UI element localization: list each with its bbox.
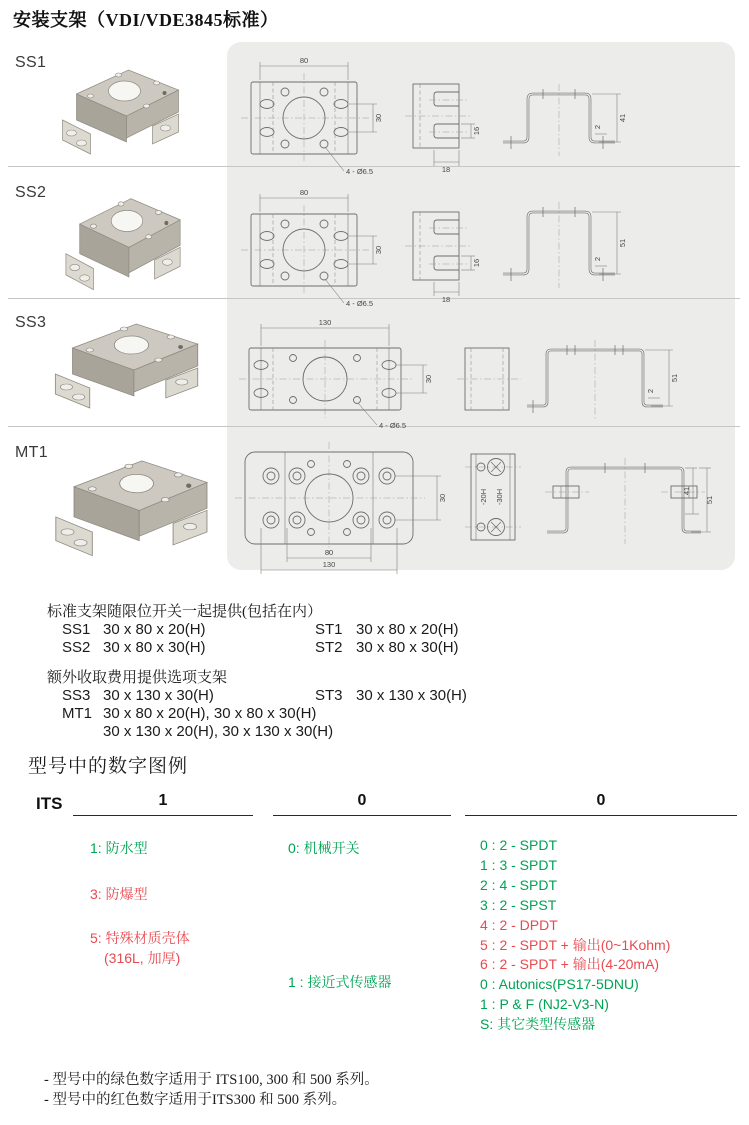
size-row xyxy=(315,621,459,638)
legend-underline xyxy=(273,815,451,816)
ss1-dim-holes: 4 - Ø6.5 xyxy=(346,167,374,176)
ss2-dim-holespan: 30 xyxy=(374,245,383,255)
row-divider xyxy=(8,426,740,427)
size-row xyxy=(62,705,316,722)
ss2-dim-holes: 4 - Ø6.5 xyxy=(346,299,374,308)
legend-item: 2 : 4 - SPDT xyxy=(480,876,558,893)
legend-item: 1: 防水型 xyxy=(90,840,148,856)
mt1-drawing xyxy=(227,428,735,570)
mt1-bracket-photo xyxy=(48,448,220,560)
mt1-dim-heightinner: 41 xyxy=(682,486,691,496)
mt1-tag-30h: -30H xyxy=(495,488,504,506)
row-label-ss1: SS1 xyxy=(15,54,47,71)
row-label-ss3: SS3 xyxy=(15,314,47,331)
model-size: 30 x 80 x 20(H) xyxy=(103,621,206,638)
size-row xyxy=(62,687,214,704)
model-code: SS3 xyxy=(62,687,91,704)
note-green-series: - 型号中的绿色数字适用于 ITS100, 300 和 500 系列。 xyxy=(44,1072,379,1088)
legend-item: 5 : 2 - SPDT + 输出(0~1Kohm) xyxy=(480,936,671,953)
ss2-dim-thickness: 2 xyxy=(593,256,602,262)
legend-item: 4 : 2 - DPDT xyxy=(480,916,558,933)
legend-item: 0 : Autonics(PS17-5DNU) xyxy=(480,976,639,993)
model-size: 30 x 80 x 20(H), 30 x 80 x 30(H) xyxy=(103,705,317,722)
optional-heading: 额外收取费用提供选项支架 xyxy=(47,670,228,686)
ss1-bracket-photo xyxy=(55,58,190,162)
size-row xyxy=(315,687,467,704)
ss1-dim-sidewidth: 18 xyxy=(441,165,451,174)
legend-digit-3: 0 xyxy=(596,792,606,809)
row-label-ss2: SS2 xyxy=(15,184,47,201)
legend-item: 3: 防爆型 xyxy=(90,886,148,902)
ss3-dim-width: 130 xyxy=(318,318,332,327)
model-size: 30 x 130 x 30(H) xyxy=(103,687,214,704)
size-row xyxy=(62,621,206,638)
model-code: MT1 xyxy=(62,705,92,722)
ss3-dim-height: 51 xyxy=(670,373,679,383)
legend-item: 6 : 2 - SPDT + 输出(4-20mA) xyxy=(480,956,660,973)
row-divider xyxy=(8,298,740,299)
legend-item: 1 : P & F (NJ2-V3-N) xyxy=(480,996,609,1013)
legend-item: 3 : 2 - SPST xyxy=(480,896,557,913)
ss1-dim-sideslot: 16 xyxy=(472,126,481,136)
ss2-dim-width: 80 xyxy=(299,188,309,197)
ss1-dim-holespan: 30 xyxy=(374,113,383,123)
legend-item: S: 其它类型传感器 xyxy=(480,1016,596,1033)
legend-item: 0: 机械开关 xyxy=(288,840,360,856)
ss3-dim-thickness: 2 xyxy=(646,388,655,394)
ss2-dim-height: 51 xyxy=(618,238,627,248)
ss1-dim-height: 41 xyxy=(618,113,627,123)
ss2-bracket-photo xyxy=(60,186,190,296)
ss2-dim-sidewidth: 18 xyxy=(441,295,451,304)
legend-item: 0 : 2 - SPDT xyxy=(480,837,558,853)
included-heading: 标准支架随限位开关一起提供(包括在内） xyxy=(47,604,322,620)
mt1-dim-innerwidth: 80 xyxy=(324,548,334,557)
ss3-bracket-photo xyxy=(48,312,210,416)
mt1-dim-holespan: 30 xyxy=(438,493,447,503)
note-red-series: - 型号中的红色数字适用于ITS300 和 500 系列。 xyxy=(44,1092,347,1108)
model-code: SS2 xyxy=(62,639,91,656)
ss3-dim-holespan: 30 xyxy=(424,374,433,384)
legend-prefix: ITS xyxy=(36,794,63,813)
model-code: ST2 xyxy=(315,639,343,656)
ss3-drawing xyxy=(227,302,735,430)
legend-digit-2: 0 xyxy=(357,792,367,809)
mt1-tag-20h: -20H xyxy=(479,488,488,506)
model-size: 30 x 130 x 20(H), 30 x 130 x 30(H) xyxy=(103,723,334,740)
ss1-drawing xyxy=(227,44,735,176)
ss2-dim-sideslot: 16 xyxy=(472,258,481,268)
page-title: 安装支架（VDI/VDE3845标准） xyxy=(13,10,279,30)
ss1-dim-thickness: 2 xyxy=(593,124,602,130)
size-row xyxy=(315,639,459,656)
ss1-dim-width: 80 xyxy=(299,56,309,65)
row-divider xyxy=(8,166,740,167)
size-row xyxy=(62,639,206,656)
ss3-dim-holes: 4 - Ø6.5 xyxy=(379,421,407,430)
legend-item: 1 : 3 - SPDT xyxy=(480,856,558,873)
legend-item: 1 : 接近式传感器 xyxy=(288,974,392,990)
model-size: 30 x 80 x 30(H) xyxy=(103,639,206,656)
legend-underline xyxy=(73,815,253,816)
row-label-mt1: MT1 xyxy=(15,444,48,461)
size-row xyxy=(103,723,333,740)
legend-item: (316L, 加厚) xyxy=(104,950,181,966)
legend-digit-1: 1 xyxy=(158,792,168,809)
legend-column-3 xyxy=(480,836,670,1035)
model-size: 30 x 130 x 30(H) xyxy=(356,687,467,704)
legend-heading: 型号中的数字图例 xyxy=(28,756,189,777)
model-code: ST1 xyxy=(315,621,343,638)
mt1-dim-outerwidth: 130 xyxy=(322,560,336,569)
model-code: SS1 xyxy=(62,621,91,638)
model-size: 30 x 80 x 20(H) xyxy=(356,621,459,638)
mt1-dim-heightouter: 51 xyxy=(705,495,714,505)
model-code: ST3 xyxy=(315,687,343,704)
ss2-drawing xyxy=(227,172,735,308)
legend-item: 5: 特殊材质壳体 xyxy=(90,930,190,946)
legend-underline xyxy=(465,815,737,816)
model-size: 30 x 80 x 30(H) xyxy=(356,639,459,656)
